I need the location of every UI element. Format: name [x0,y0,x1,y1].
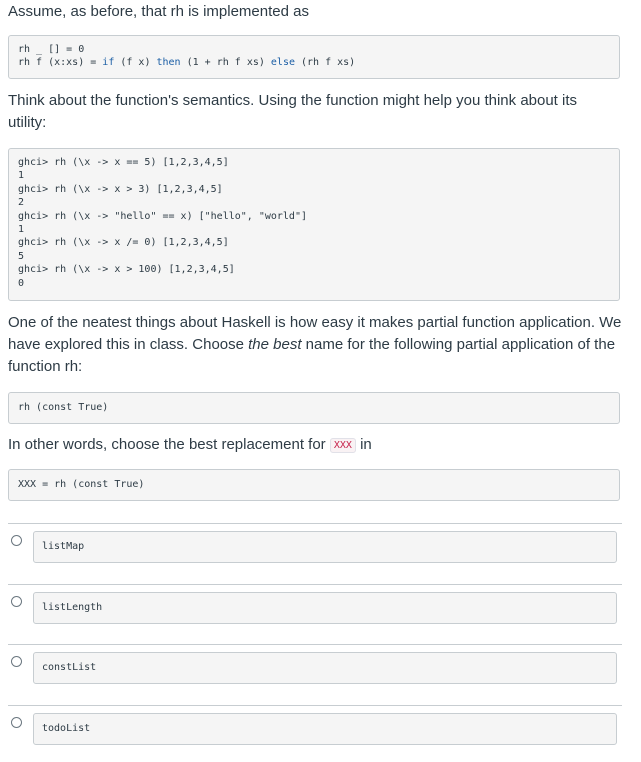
partial-emphasis: the best [248,336,302,353]
def-if-keyword: if [102,57,115,69]
radio-button[interactable] [11,717,22,728]
def-then-expr: (1 + rh f xs) [180,57,271,69]
ghci-output: 1 [18,170,25,182]
option-divider [8,523,622,524]
partial-text-a: One of the neatest things about Haskell is how easy it makes partial function application. We have explored this in class. Choose [8,314,622,353]
replacement-text-b: in [355,436,372,453]
definition-code-block [8,35,620,79]
expression-code-block [8,392,620,424]
ghci-line: ghci> rh (\x -> x > 100) [1,2,3,4,5] [18,264,235,276]
expression-code: rh (const True) [18,402,109,413]
answer-option-label[interactable]: constList [33,652,617,684]
partial-text-b: name for the following partial application of the function rh: [8,336,616,375]
def-else-keyword: else [270,57,295,69]
option-divider [8,705,622,706]
definition-line-2 [18,56,619,69]
intro-text [8,1,628,23]
replacement-text [8,434,628,458]
radio-button[interactable] [11,656,22,667]
radio-button[interactable] [11,535,22,546]
replacement-text-a: In other words, choose the best replacement for [8,436,330,453]
ghci-output: 2 [18,197,25,209]
assignment-code: XXX = rh (const True) [18,479,145,490]
ghci-session-block [8,148,620,301]
option-divider [8,584,622,585]
partial-application-text [8,312,628,378]
answer-option-label[interactable]: listLength [33,592,617,624]
definition-line-1: rh _ [] = 0 [18,44,85,55]
radio-button[interactable] [11,596,22,607]
def-prefix: rh f (x:xs) = [18,57,103,69]
def-condition: (f x) [114,57,157,69]
placeholder-inline-code: XXX [330,438,356,453]
ghci-line: ghci> rh (\x -> "hello" == x) ["hello", "world"] [18,210,307,222]
def-else-expr: (rh f xs) [295,57,356,69]
semantics-label: Think about the function's semantics. Using the function might help you think about its utility: [8,92,578,131]
ghci-output: 5 [18,250,25,262]
assignment-code-block [8,469,620,501]
option-divider [8,644,622,645]
semantics-text [8,90,598,134]
answer-option-label[interactable]: listMap [33,531,617,563]
answer-option-label[interactable]: todoList [33,713,617,745]
ghci-output: 1 [18,223,25,235]
def-then-keyword: then [156,57,181,69]
intro-label: Assume, as before, that rh is implemented as [8,3,309,20]
ghci-line: ghci> rh (\x -> x == 5) [1,2,3,4,5] [18,157,229,168]
ghci-output: 0 [18,277,25,289]
ghci-line: ghci> rh (\x -> x > 3) [1,2,3,4,5] [18,183,223,195]
ghci-line: ghci> rh (\x -> x /= 0) [1,2,3,4,5] [18,237,229,249]
